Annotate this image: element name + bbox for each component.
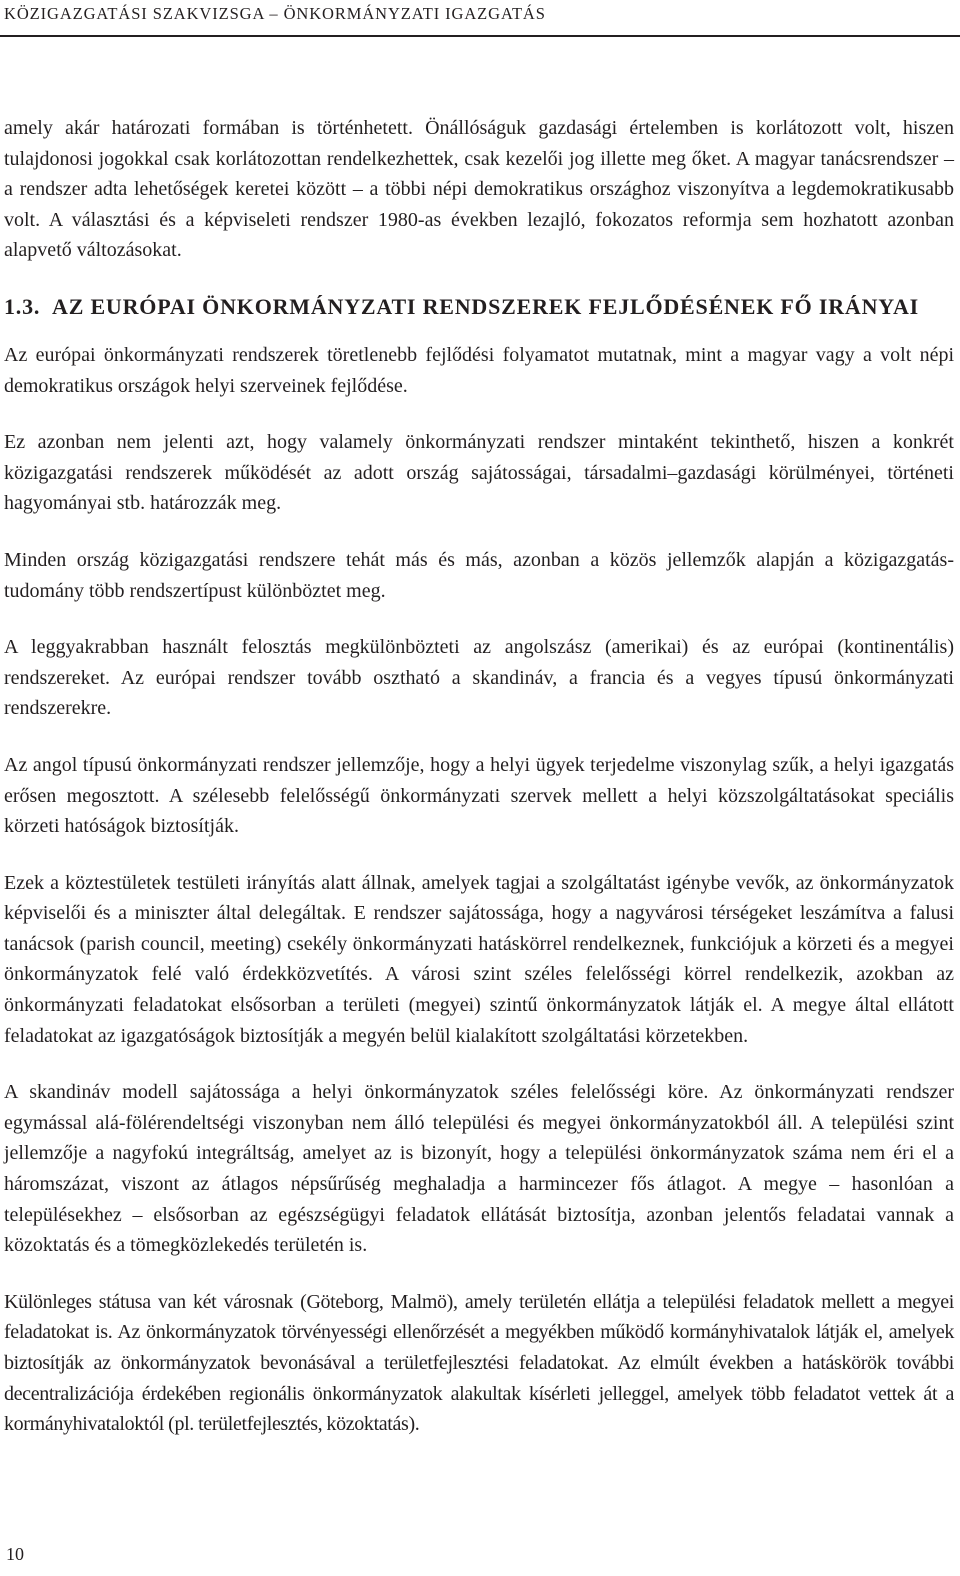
- header-divider: [0, 35, 960, 37]
- paragraph-1: Az európai önkormányzati rendszerek töretlenebb fejlődési folyamatot mutatnak, mint a magyar vagy a volt népi demokratikus országok helyi szerveinek fejlődése.: [4, 343, 954, 397]
- paragraph-8: Különleges státusa van két városnak (Göteborg, Malmö), amely területén ellátja a települési feladatok mellett a megyei feladatokat is. Az önkormányzatok törvényességi ellenőrzését a megyékben működő kormányhivatalok látják el, amelyek biztosítják az önkormányzatok bevonásával a területfejlesztési feladatokat. Az elmúlt években a hatáskörök további decentralizációja érdekében regionális önkormányzatok alakultak kísérleti jelleggel, amelyek több feladatot vettek át a kormányhivataloktól (pl. területfejlesztés, közoktatás).: [4, 1290, 954, 1436]
- page-number: 10: [6, 1544, 24, 1564]
- paragraph-7: A skandináv modell sajátossága a helyi önkormányzatok széles felelősségi köre. Az önkormányzati rendszer egymással alá-fölérendeltségi viszonyban nem álló települési és megyei önkormányzatokból áll. A települési szint jellemzője a nagyfokú integráltság, amelyet az is bizonyít, hogy a települési önkormányzatok száma nem éri el a háromszázat, viszont az átlagos népsűrűség meghaladja a harmincezer fős átlagot. A megye – hasonlóan a településekhez – elsősorban az egészségügyi feladatok ellátását biztosítja, azonban jelentős feladatai vannak a közoktatás és a tömegközlekedés területén is.: [4, 1081, 954, 1257]
- paragraph-5: Az angol típusú önkormányzati rendszer jellemzője, hogy a helyi ügyek terjedelme viszonylag szűk, a helyi igazgatás erősen megosztott. A szélesebb felelősségű önkormányzati szervek mellett a helyi közszolgáltatásokat speciális körzeti hatóságok biztosítják.: [4, 753, 954, 838]
- section-heading: [4, 292, 954, 322]
- paragraph-6: Ezek a köztestületek testületi irányítás alatt állnak, amelyek tagjai a szolgáltatást igénybe vevők, az önkormányzatok képviselői és a miniszter által delegáltak. E rendszer sajátossága, hogy a nagyvárosi térségeket leszámítva a falusi tanácsok (parish council, meeting) csekély önkormányzati hatáskörrel rendelkeznek, funkciójuk a körzeti és a megyei önkormányzatok felé való érdekközvetítés. A városi szint széles felelősségi körrel rendelkezik, azokban az önkormányzati feladatokat elsősorban a területi (megyei) szintű önkormányzatok látják el. A megye által ellátott feladatokat az igazgatóságok biztosítják a megyén belül kialakított szolgáltatási körzetekben.: [4, 871, 954, 1047]
- paragraph-4: A leggyakrabban használt felosztás megkülönbözteti az angolszász (amerikai) és az európai (kontinentális) rendszereket. Az európai rendszer tovább osztható a skandináv, a francia és a vegyes típusú önkormányzati rendszerekre.: [4, 636, 954, 720]
- paragraph-3: Minden ország közigazgatási rendszere tehát más és más, azonban a közös jellemzők alapján a közigazgatás-tudomány több rendszertípust különböztet meg.: [4, 548, 954, 602]
- running-header-title: KÖZIGAZGATÁSI SZAKVIZSGA – ÖNKORMÁNYZATI IGAZGATÁS: [4, 4, 546, 23]
- paragraph-2: Ez azonban nem jelenti azt, hogy valamely önkormányzati rendszer mintaként tekinthető, hiszen a konkrét közigazgatási rendszerek működését az adott ország sajátosságai, társadalmi–gazdasági körülményei, történeti hagyományai stb. határozzák meg.: [4, 431, 954, 515]
- intro-paragraph: amely akár határozati formában is történhetett. Önállóságuk gazdasági értelemben is korlátozott volt, hiszen tulajdonosi jogokkal csak korlátozottan rendelkezhettek, csak kezelői jog illette meg őket. A magyar tanácsrendszer – a rendszer adta lehetőségek keretei között – a többi népi demokratikus országhoz viszonyítva a legdemokratikusabb volt. A választási és a képviseleti rendszer 1980-as években lezajló, fokozatos reformja sem hozhatott azonban alapvető változásokat.: [4, 117, 954, 262]
- page-body: [4, 113, 954, 1440]
- section-number: 1.3.: [4, 293, 41, 319]
- section-title: AZ EURÓPAI ÖNKORMÁNYZATI RENDSZEREK FEJLŐDÉSÉNEK FŐ IRÁNYAI: [52, 293, 920, 319]
